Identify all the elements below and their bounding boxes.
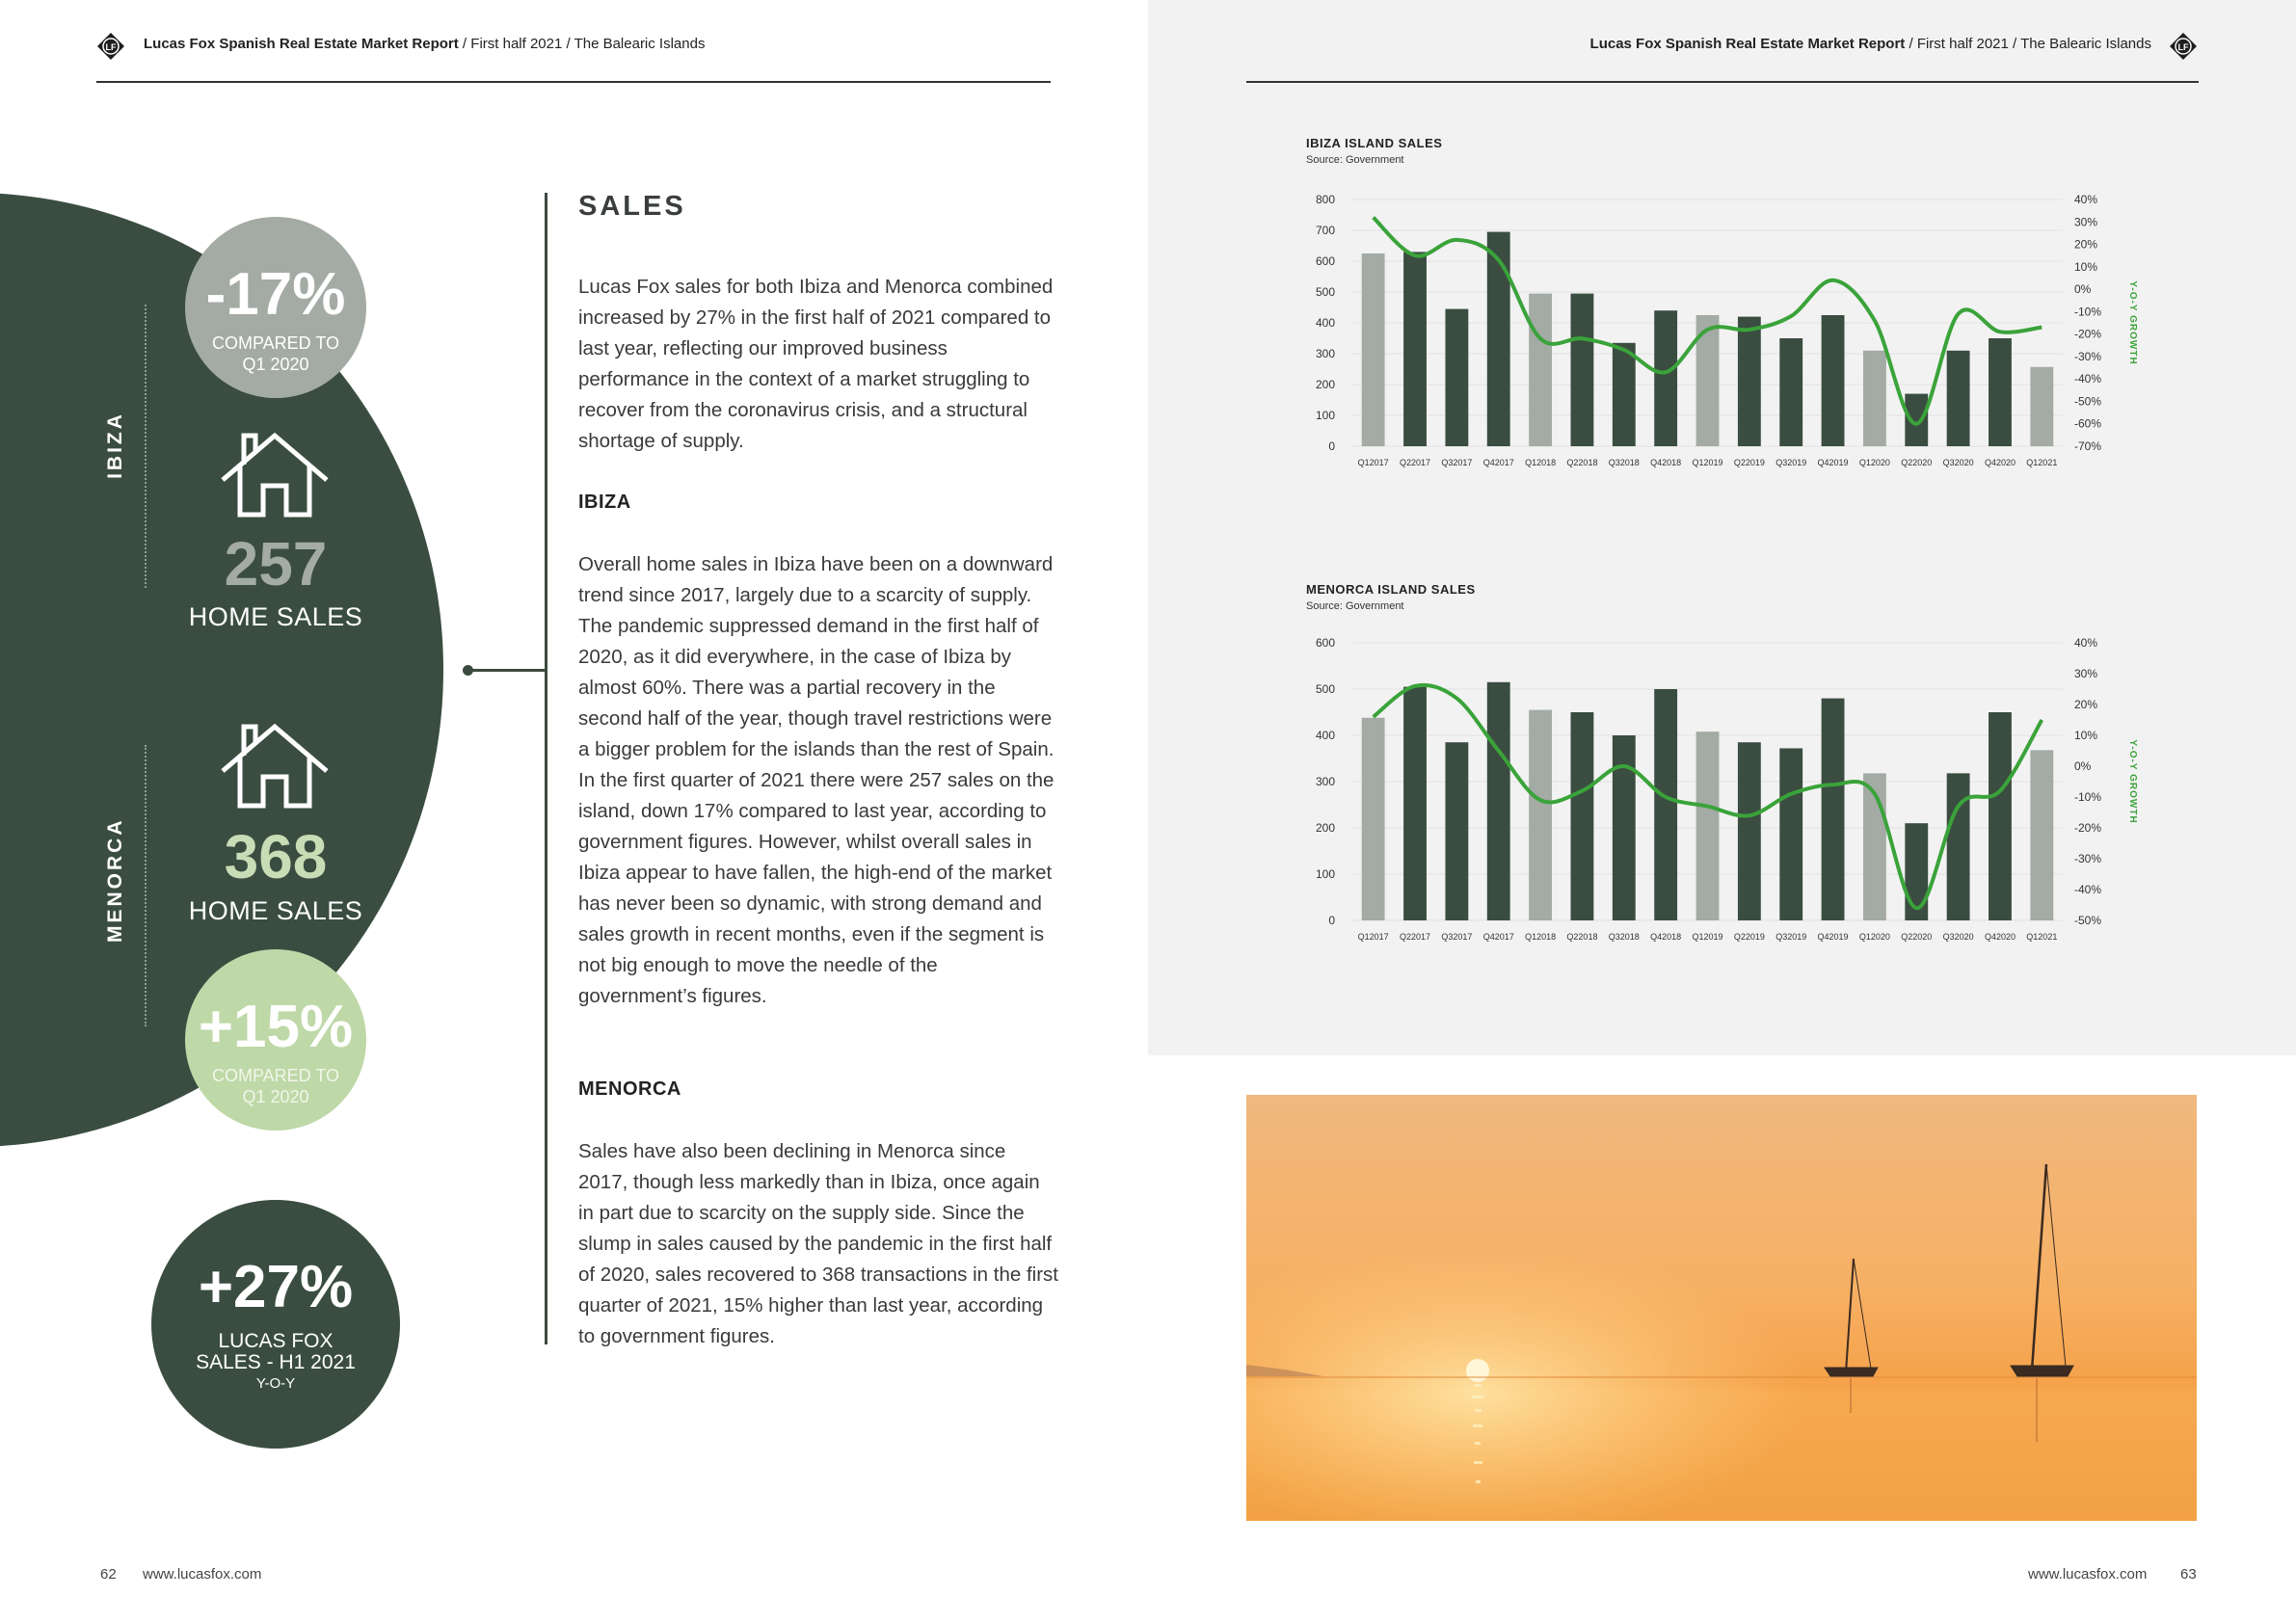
y2-tick-label: 30%: [2074, 215, 2098, 229]
y-tick-label: 300: [1315, 347, 1335, 360]
x-tick-label: Q12019: [1692, 932, 1723, 942]
header-right: Lucas Fox Spanish Real Estate Market Report / First half 2021 / The Balearic Islands: [1589, 36, 2151, 52]
lucas-fox-logo-right: [2169, 32, 2198, 61]
x-tick-label: Q12018: [1525, 458, 1557, 467]
y2-tick-label: 30%: [2074, 667, 2098, 680]
x-tick-label: Q12017: [1357, 932, 1389, 942]
ibiza-paragraph: Overall home sales in Ibiza have been on a downward trend since 2017, largely due to a scarcity of supply. The pandemic suppressed demand in the first half of 2020, as it did everywhere, in the case of Ibiza by almost 60%. There was a partial recovery in the second half of the year, though travel restrictions were a bigger problem for the islands than the rest of Spain. In the first quarter of 2021 there were 257 sales on the island, down 17% compared to last year, according to government figures. However, whilst overall sales in Ibiza appear to have fallen, the high-end of the market has never been so dynamic, with strong demand and sales growth in recent months, even if the segment is not big enough to move the needle of the government’s figures.: [578, 553, 1055, 1007]
y2-tick-label: 0%: [2074, 759, 2092, 773]
y2-tick-label: -30%: [2074, 852, 2102, 865]
y-tick-label: 400: [1315, 729, 1335, 742]
menorca-chart-source: Source: Government: [1306, 600, 1404, 612]
ibiza-change-circle: [185, 217, 366, 398]
y2-tick-label: -70%: [2074, 439, 2102, 453]
menorca-heading: MENORCA: [578, 1078, 681, 1100]
menorca-vertical-label: MENORCA: [104, 817, 126, 943]
x-tick-label: Q22019: [1733, 932, 1765, 942]
text-column-rule: [545, 193, 547, 1344]
y2-tick-label: 10%: [2074, 259, 2098, 274]
bar: [1905, 823, 1928, 920]
bar: [1989, 338, 2012, 446]
menorca-change-sub2: Q1 2020: [242, 1087, 309, 1106]
y-tick-label: 100: [1315, 867, 1335, 881]
intro-paragraph: Lucas Fox sales for both Ibiza and Menorca combined increased by 27% in the first half of 2021 compared to last year, reflecting our improved business performance in the context of a market struggling to recover from the coronavirus crisis, and a structural shortage of supply.: [578, 276, 1054, 452]
bar: [1654, 689, 1677, 920]
y-tick-label: 300: [1315, 775, 1335, 788]
bar: [1403, 252, 1427, 446]
x-tick-label: Q42017: [1482, 458, 1514, 467]
header-left: Lucas Fox Spanish Real Estate Market Report / First half 2021 / The Balearic Islands: [144, 36, 706, 52]
bar: [1738, 317, 1761, 446]
y2-tick-label: -20%: [2074, 327, 2102, 341]
bar: [1779, 748, 1802, 920]
ibiza-vertical-label: IBIZA: [104, 412, 126, 479]
x-tick-label: Q32018: [1608, 458, 1640, 467]
y-tick-label: 600: [1315, 636, 1335, 650]
x-tick-label: Q42018: [1650, 932, 1682, 942]
lucas-fox-sub2: SALES - H1 2021: [196, 1351, 356, 1373]
x-tick-label: Q42020: [1984, 458, 2016, 467]
ibiza-home-sales-value: 257: [224, 529, 328, 599]
header-report-title: Lucas Fox Spanish Real Estate Market Report: [144, 36, 459, 52]
y2-tick-label: -40%: [2074, 883, 2102, 896]
ibiza-home-sales-label: HOME SALES: [188, 602, 363, 631]
menorca-chart-title: MENORCA ISLAND SALES: [1306, 582, 1476, 597]
y-tick-label: 400: [1315, 316, 1335, 330]
x-tick-label: Q32017: [1441, 932, 1473, 942]
x-tick-label: Q12020: [1858, 932, 1890, 942]
y2-tick-label: 20%: [2074, 698, 2098, 711]
header-region: The Balearic Islands: [574, 36, 706, 52]
bar: [2030, 367, 2053, 446]
y2-tick-label: 20%: [2074, 237, 2098, 252]
header-region-right: The Balearic Islands: [2020, 36, 2151, 52]
header-rule-right: [1246, 81, 2199, 83]
x-tick-label: Q22017: [1400, 932, 1431, 942]
lucas-fox-sales-circle: [151, 1200, 400, 1449]
header-rule-left: [96, 81, 1051, 83]
bar: [1779, 338, 1802, 446]
y2-axis-label: Y-O-Y GROWTH: [2127, 280, 2138, 365]
bar: [1822, 315, 1845, 446]
menorca-change-circle: [185, 949, 366, 1131]
x-tick-label: Q12021: [2026, 458, 2058, 467]
bar: [1571, 294, 1594, 446]
connector-line: [467, 669, 546, 672]
x-tick-label: Q22020: [1901, 458, 1933, 467]
lucas-fox-logo-left: [96, 32, 125, 61]
y-tick-label: 0: [1328, 914, 1335, 927]
x-tick-label: Q12020: [1858, 458, 1890, 467]
y2-tick-label: -30%: [2074, 349, 2102, 363]
y2-tick-label: 40%: [2074, 636, 2098, 650]
y2-tick-label: -50%: [2074, 394, 2102, 409]
y-tick-label: 100: [1315, 409, 1335, 422]
header-period-right: First half 2021: [1916, 36, 2009, 52]
bar: [1822, 699, 1845, 920]
x-tick-label: Q22018: [1566, 458, 1598, 467]
y2-tick-label: 0%: [2074, 282, 2092, 297]
x-tick-label: Q22018: [1566, 932, 1598, 942]
header-period: First half 2021: [470, 36, 563, 52]
bar: [1654, 310, 1677, 446]
connector-dot: [463, 665, 473, 676]
section-title: SALES: [578, 191, 686, 222]
x-tick-label: Q42020: [1984, 932, 2016, 942]
y-tick-label: 600: [1315, 254, 1335, 268]
bar: [1445, 309, 1468, 446]
y-tick-label: 0: [1328, 439, 1335, 453]
menorca-change-sub1: COMPARED TO: [211, 1066, 340, 1085]
bar: [1362, 253, 1385, 446]
y2-tick-label: -50%: [2074, 914, 2102, 927]
y-tick-label: 500: [1315, 682, 1335, 696]
ibiza-heading: IBIZA: [578, 492, 631, 513]
lucas-fox-sub3: Y-O-Y: [255, 1375, 296, 1392]
menorca-paragraph: Sales have also been declining in Menorca since 2017, though less markedly than in Ibiza, once again in part due to scarcity on the supply side. Since the slump in sales caused by the pandemic in the first half of 2020, sales recovered to 368 transactions in the first quarter of 2021, 15% higher than last year, according to government figures.: [578, 1140, 1058, 1347]
menorca-home-sales-value: 368: [224, 822, 328, 891]
y2-tick-label: -20%: [2074, 821, 2102, 835]
bar: [1613, 735, 1636, 920]
y2-axis-label: Y-O-Y GROWTH: [2127, 739, 2138, 824]
bar: [2030, 750, 2053, 920]
bar: [1571, 712, 1594, 920]
bar: [1696, 732, 1720, 920]
bar: [1989, 712, 2012, 920]
left-footer-url[interactable]: www.lucasfox.com: [143, 1566, 262, 1583]
bar: [1613, 343, 1636, 446]
bar: [1487, 232, 1510, 446]
ibiza-chart-source: Source: Government: [1306, 154, 1404, 166]
bar: [1487, 682, 1510, 920]
y2-tick-label: 40%: [2074, 193, 2098, 206]
y2-tick-label: -40%: [2074, 372, 2102, 386]
x-tick-label: Q12021: [2026, 932, 2058, 942]
ibiza-change-sub2: Q1 2020: [242, 355, 309, 374]
ibiza-change-sub1: COMPARED TO: [211, 333, 340, 353]
x-tick-label: Q32020: [1942, 932, 1974, 942]
y2-tick-label: 10%: [2074, 729, 2098, 742]
y2-tick-label: -10%: [2074, 305, 2102, 319]
sunset-sailboats-photo: [1246, 1095, 2197, 1521]
y2-tick-label: -10%: [2074, 790, 2102, 804]
x-tick-label: Q32017: [1441, 458, 1473, 467]
x-tick-label: Q22017: [1400, 458, 1431, 467]
y-tick-label: 800: [1315, 193, 1335, 206]
logo-text-right: LF: [2177, 42, 2189, 52]
y-tick-label: 500: [1315, 285, 1335, 299]
house-icon: [217, 723, 333, 816]
ibiza-sales-chart: [1292, 183, 2138, 477]
x-tick-label: Q22020: [1901, 932, 1933, 942]
menorca-change-value: +15%: [198, 994, 354, 1060]
menorca-home-sales-label: HOME SALES: [188, 896, 363, 925]
ibiza-change-value: -17%: [205, 261, 346, 328]
x-tick-label: Q12018: [1525, 932, 1557, 942]
x-tick-label: Q32019: [1775, 458, 1807, 467]
x-tick-label: Q32018: [1608, 932, 1640, 942]
bar: [1529, 710, 1552, 920]
x-tick-label: Q12017: [1357, 458, 1389, 467]
x-tick-label: Q42019: [1817, 932, 1849, 942]
y-tick-label: 200: [1315, 821, 1335, 835]
bar: [1403, 687, 1427, 920]
right-footer-url[interactable]: www.lucasfox.com: [2028, 1566, 2148, 1583]
right-page-number: 63: [2180, 1566, 2197, 1583]
house-icon: [217, 432, 333, 525]
x-tick-label: Q32020: [1942, 458, 1974, 467]
bar: [1947, 351, 1970, 446]
header-report-title-right: Lucas Fox Spanish Real Estate Market Report: [1589, 36, 1906, 52]
ibiza-chart-title: IBIZA ISLAND SALES: [1306, 136, 1443, 150]
y-tick-label: 700: [1315, 224, 1335, 237]
x-tick-label: Q42019: [1817, 458, 1849, 467]
bar: [1362, 718, 1385, 920]
x-tick-label: Q22019: [1733, 458, 1765, 467]
x-tick-label: Q32019: [1775, 932, 1807, 942]
left-page-number: 62: [100, 1566, 117, 1583]
y-tick-label: 200: [1315, 378, 1335, 391]
lucas-fox-change-value: +27%: [198, 1254, 354, 1320]
menorca-sales-chart: [1292, 628, 2138, 946]
y2-tick-label: -60%: [2074, 416, 2102, 431]
bar: [1445, 742, 1468, 920]
x-tick-label: Q42017: [1482, 932, 1514, 942]
logo-text: LF: [105, 42, 117, 52]
bar: [1905, 394, 1928, 446]
x-tick-label: Q42018: [1650, 458, 1682, 467]
bar: [1947, 773, 1970, 920]
x-tick-label: Q12019: [1692, 458, 1723, 467]
lucas-fox-sub1: LUCAS FOX: [218, 1330, 334, 1352]
bar: [1529, 294, 1552, 446]
bar: [1863, 351, 1886, 446]
bar: [1738, 742, 1761, 920]
